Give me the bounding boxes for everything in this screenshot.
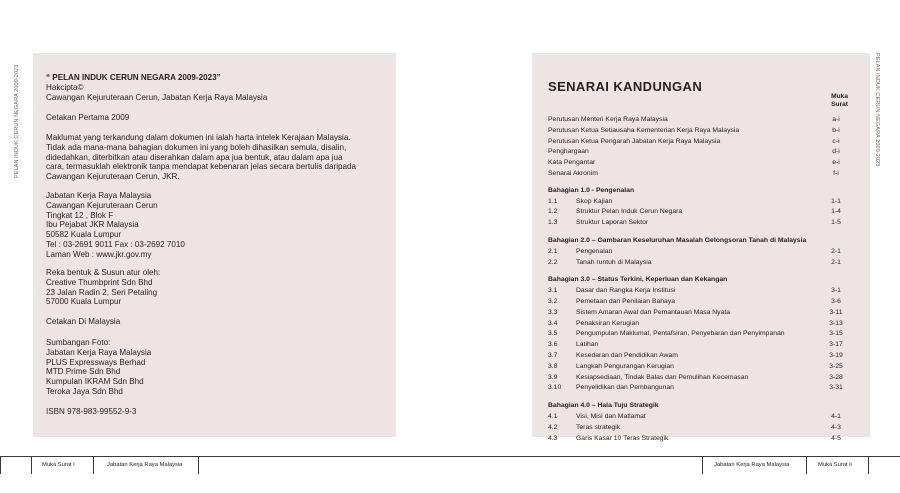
toc-entry-label: Penyelidikan dan Pembangunan <box>576 384 674 392</box>
book-title: “ PELAN INDUK CERUN NEGARA 2009-2023” <box>46 73 221 82</box>
toc-entry-number: 3.1 <box>548 287 558 295</box>
toc-entry-page: 3-13 <box>829 319 843 327</box>
copyright-block <box>46 73 267 102</box>
footer-page-number-left: Muka Surat i <box>42 462 75 468</box>
toc-entry-page: 3-28 <box>829 373 843 381</box>
toc-entry-label: Skop Kajian <box>576 197 613 205</box>
toc-entry-label: Pengumpulan Maklumat, Pentafsiran, Penyebaran dan Penyimpanan <box>576 330 785 338</box>
photo-line: Teroka Jaya Sdn Bhd <box>46 386 123 396</box>
toc-entry-label: Pengenalan <box>576 247 613 255</box>
toc-entry-label: Langkah Pengurangan Kerugian <box>576 362 674 370</box>
toc-entry <box>548 413 842 423</box>
toc-entry-page: d-i <box>832 148 840 156</box>
copyright-label: Hakcipta© <box>46 82 84 92</box>
toc-section-title: Bahagian 1.0 - Pengenalan <box>548 186 635 194</box>
toc-entry-number: 1.1 <box>548 197 558 205</box>
toc-entry-label: Senarai Akronim <box>548 170 598 177</box>
toc-entry-page: b-i <box>832 126 840 134</box>
toc-entry-page: f-i <box>833 170 839 177</box>
toc-entry-label: Pemetaan dan Penilaian Bahaya <box>576 298 676 305</box>
toc-entry-number: 3.8 <box>548 362 558 370</box>
toc-entry <box>548 198 842 208</box>
toc-entry-label: Penghargaan <box>548 148 589 156</box>
toc-entry-label: Kesedaran dan Pendidikan Awam <box>576 352 678 359</box>
toc-entry-page: 3-15 <box>829 330 843 338</box>
toc-entry-page: 3-17 <box>829 341 843 349</box>
toc-entry-page: c-i <box>832 137 840 145</box>
toc-entry-page: 3-19 <box>829 352 843 359</box>
toc-entry-number: 3.7 <box>548 352 558 359</box>
website-line: Laman Web : www.jkr.gov.my <box>46 249 152 259</box>
copyright-page <box>33 53 396 437</box>
toc-entry-page: 4-1 <box>831 413 841 420</box>
toc-entry-number: 3.4 <box>548 319 558 327</box>
toc-entry-label: Struktur Laporan Sektor <box>576 219 649 227</box>
toc-entry-label: Tanah runtuh di Malaysia <box>576 258 652 266</box>
toc-entry-number: 1.3 <box>548 219 558 227</box>
toc-entry <box>548 309 842 319</box>
address-line: Cawangan Kejuruteraan Cerun <box>46 200 158 210</box>
isbn-text: ISBN 978-983-99552-9-3 <box>46 407 137 416</box>
edition-block <box>46 113 129 123</box>
toc-entry-number: 3.10 <box>548 384 562 392</box>
toc-entry-number: 4.3 <box>548 434 558 442</box>
toc-entry-label: Sistem Amaran Awal dan Pemantauan Masa Nyata <box>576 308 731 316</box>
notice-block <box>46 133 356 182</box>
toc-section-title: Bahagian 4.0 – Hala Tuju Strategik <box>548 402 659 410</box>
notice-line: cara, termasuklah elektronik tanpa mendapat kebenaran jelas secara bertulis daripada <box>46 162 356 172</box>
contact-line: Tel : 03-2691 9011 Fax : 03-2692 7010 <box>46 239 185 249</box>
toc-entry-number: 3.3 <box>548 308 558 316</box>
toc-entry-page: 1-5 <box>831 219 841 227</box>
toc-entry-page: 3-1 <box>831 287 841 295</box>
toc-entry-label: Perutusan Menteri Kerja Raya Malaysia <box>548 116 668 123</box>
toc-entry-label: Struktur Pelan Induk Cerun Negara <box>576 208 683 216</box>
toc-entry-label: Visi, Misi dan Matlamat <box>576 413 646 420</box>
toc-entry <box>548 320 842 330</box>
toc-title: SENARAI KANDUNGAN <box>548 79 703 94</box>
copyright-owner: Cawangan Kejuruteraan Cerun, Jabatan Kerja Raya Malaysia <box>46 92 268 102</box>
toc-entry-page: 3-6 <box>831 298 841 305</box>
toc-entry <box>548 341 842 351</box>
photo-line: Sumbangan Foto: <box>46 338 111 347</box>
printed-text: Cetakan Di Malaysia <box>46 317 121 326</box>
toc-entry-page: a-i <box>832 116 840 123</box>
footer-page-number-right: Muka Surat ii <box>818 462 852 468</box>
toc-entry-number: 1.2 <box>548 208 558 216</box>
toc-entry-page: e-i <box>832 159 840 167</box>
toc-entry-number: 2.1 <box>548 247 558 255</box>
notice-line: didedahkan, diterbitkan atau diserahkan dalam apa jua bentuk, atau dalam apa jua <box>46 152 343 162</box>
toc-section-title: Bahagian 3.0 – Status Terkini, Keperluan dan Kekangan <box>548 276 728 284</box>
photo-line: Kumpulan IKRAM Sdn Bhd <box>46 377 144 387</box>
design-line: Reka bentuk & Susun atur oleh: <box>46 268 161 277</box>
footer-org-right: Jabatan Kerja Raya Malaysia <box>714 462 790 468</box>
toc-entry-number: 3.9 <box>548 373 558 381</box>
toc-entry-number: 3.5 <box>548 330 558 338</box>
toc-entry <box>548 138 842 148</box>
toc-entry-number: 3.6 <box>548 341 558 349</box>
address-line: Jabatan Kerja Raya Malaysia <box>46 191 152 200</box>
toc-entry <box>548 148 842 158</box>
address-line: Ibu Pejabat JKR Malaysia <box>46 220 139 230</box>
address-block <box>46 191 185 260</box>
toc-entry-label: Kata Pengantar <box>548 159 596 167</box>
toc-entry-number: 4.1 <box>548 413 558 420</box>
toc-entry <box>548 248 842 258</box>
toc-entry-label: Penaksiran Kerugian <box>576 319 640 327</box>
toc-entry-page: 4-5 <box>831 434 841 442</box>
toc-entry <box>548 424 842 434</box>
header-line: Surat <box>831 101 848 108</box>
toc-entry <box>548 208 842 218</box>
footer-org-left: Jabatan Kerja Raya Malaysia <box>107 462 183 468</box>
toc-entry-number: 4.2 <box>548 423 558 431</box>
design-credit-block <box>46 268 160 307</box>
spine-text-right <box>872 53 884 213</box>
edition-text: Cetakan Pertama 2009 <box>46 113 130 122</box>
toc-entry <box>548 384 842 394</box>
spine-label: PELAN INDUK CERUN NEGARA 2009-2023 <box>874 53 880 167</box>
toc-entry-page: 1-1 <box>831 197 841 205</box>
notice-line: Maklumat yang terkandung dalam dokumen ini ialah harta intelek Kerajaan Malaysia. <box>46 133 351 142</box>
toc-entry-label: Teras strategik <box>576 423 621 431</box>
toc-entry-page: 1-4 <box>831 208 841 216</box>
photo-credit-block <box>46 338 151 397</box>
toc-entry <box>548 287 842 297</box>
toc-entry-number: 3.2 <box>548 298 558 305</box>
toc-entry <box>548 159 842 169</box>
toc-entry <box>548 363 842 373</box>
spine-label: PELAN INDUK CERUN NEGARA 2009-2023 <box>14 64 20 178</box>
toc-entry <box>548 352 842 362</box>
toc-entry-page: 2-1 <box>831 247 841 255</box>
toc-entry-label: Kesiapsediaan, Tindak Balas dan Pemulihan Kecemasan <box>576 373 749 381</box>
toc-entry-page: 4-3 <box>831 423 841 431</box>
toc-entry <box>548 435 842 445</box>
photo-line: PLUS Expressways Berhad <box>46 357 146 367</box>
notice-line: Tidak ada mana-mana bahagian dokumen ini yang boleh dihasilkan semula, disalin, <box>46 142 347 152</box>
isbn-block <box>46 407 136 417</box>
header-line: Muka <box>831 93 848 100</box>
design-line: 23 Jalan Radin 2, Seri Petaling <box>46 287 158 297</box>
address-line: 50582 Kuala Lumpur <box>46 230 122 240</box>
toc-entry-label: Garis Kasar 10 Teras Strategik <box>576 434 669 442</box>
toc-entry-page: 3-31 <box>829 384 843 392</box>
toc-entry <box>548 127 842 137</box>
notice-line: Cawangan Kejuruteraan Cerun, JKR. <box>46 172 180 182</box>
toc-entry-number: 2.2 <box>548 258 558 266</box>
toc-entry <box>548 259 842 269</box>
toc-entry <box>548 170 842 180</box>
toc-entry <box>548 116 842 126</box>
toc-entry <box>548 374 842 384</box>
address-line: Tingkat 12 , Blok F <box>46 210 114 220</box>
toc-entry-label: Perutusan Ketua Pengarah Jabatan Kerja Raya Malaysia <box>548 137 721 145</box>
toc-entry-label: Dasar dan Rangka Kerja Institusi <box>576 287 676 295</box>
toc-entry <box>548 298 842 308</box>
toc-entry-page: 3-11 <box>829 308 843 316</box>
table-of-contents-page <box>532 53 870 442</box>
toc-section-title: Bahagian 2.0 – Gambaran Keseluruhan Masalah Gelongsoran Tanah di Malaysia <box>548 237 807 244</box>
footer <box>0 456 900 474</box>
toc-entry-page: 3-25 <box>829 362 843 370</box>
spine-text-left <box>12 53 24 213</box>
toc-entry-page: 2-1 <box>831 258 841 266</box>
toc-entry-label: Latihan <box>576 341 599 349</box>
photo-line: Jabatan Kerja Raya Malaysia <box>46 347 152 357</box>
toc-entry <box>548 219 842 229</box>
printed-block <box>46 317 120 327</box>
page-column-header <box>831 93 848 109</box>
photo-line: MTD Prime Sdn Bhd <box>46 367 121 377</box>
toc-entry-label: Perutusan Ketua Setiausaha Kementerian Kerja Raya Malaysia <box>548 126 740 134</box>
design-line: Creative Thumbprint Sdn Bhd <box>46 277 153 287</box>
design-line: 57000 Kuala Lumpur <box>46 297 122 307</box>
toc-entry <box>548 330 842 340</box>
